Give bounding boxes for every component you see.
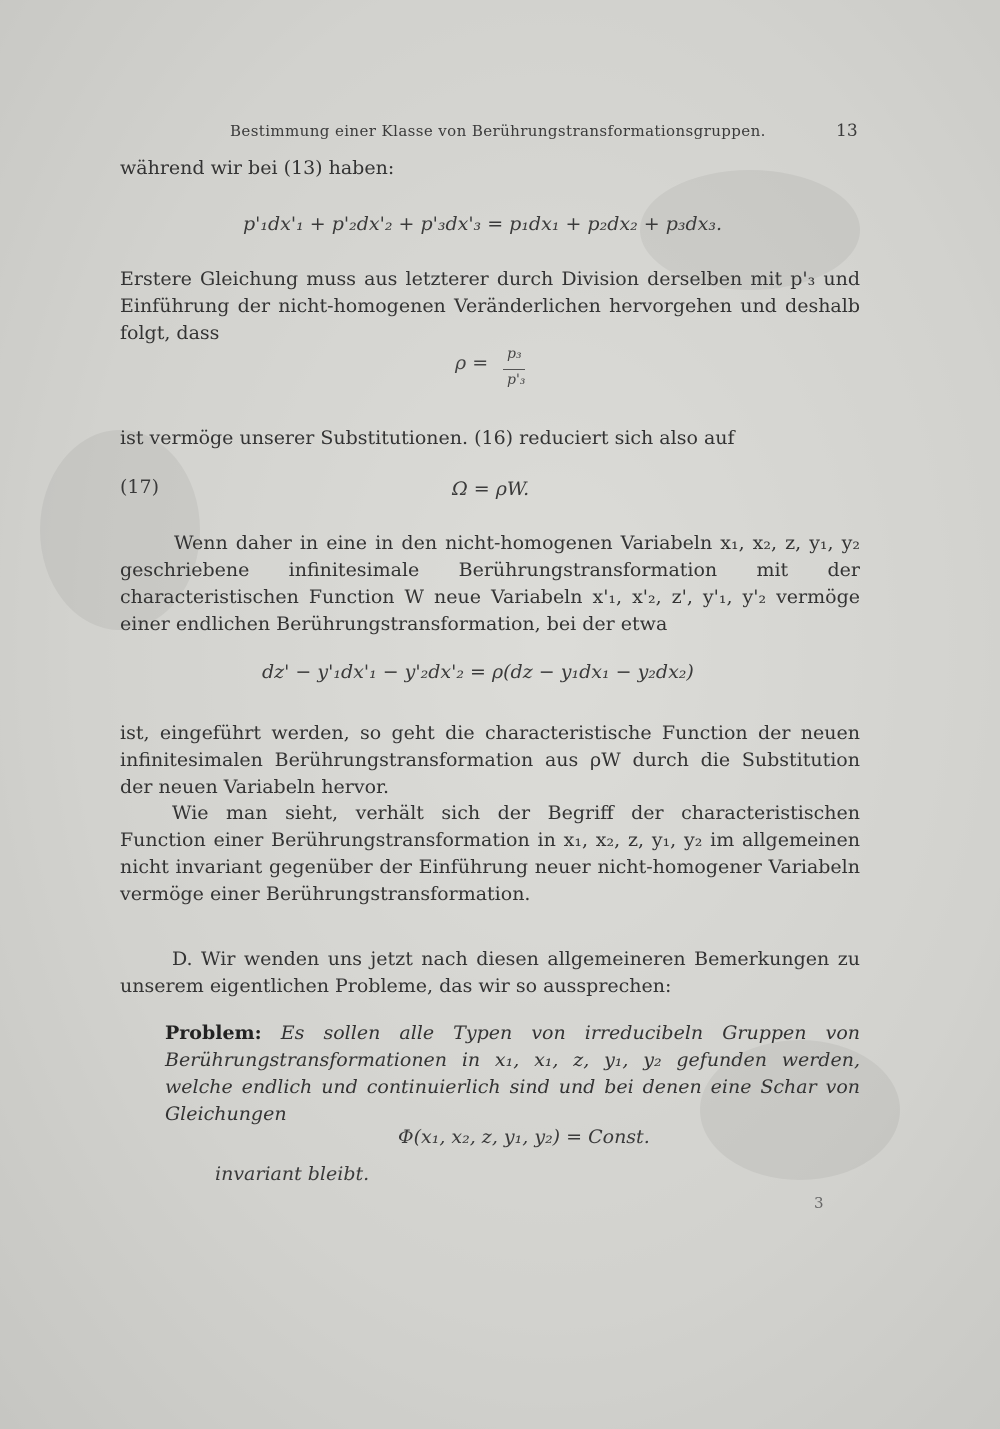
fraction-numerator: p₃	[507, 346, 522, 362]
signature-mark: 3	[814, 1194, 824, 1212]
problem-label: Problem:	[165, 1022, 262, 1044]
equation-17-label: (17)	[120, 476, 160, 498]
equation-2: dz' − y'₁dx'₁ − y'₂dx'₂ = ρ(dz − y₁dx₁ − y₂dx₂)	[262, 661, 694, 683]
intro-line: während wir bei (13) haben:	[120, 157, 395, 179]
paragraph-wie: Wie man sieht, verhält sich der Begriff der characteristischen Function einer Berührungstransformation in x₁, x₂, z, y₁, y₂ im allgemeinen nicht invariant gegenüber der Einführung neuer nicht-homogener Variabeln vermöge einer Berührungstransformation.	[120, 802, 860, 905]
paragraph-erstere: Erstere Gleichung muss aus letzterer durch Division derselben mit p'₃ und Einführung der nicht-homogenen Veränderlichen hervorgehen und deshalb folgt, dass	[120, 268, 860, 344]
rho-fraction	[455, 346, 526, 388]
problem-text: Es sollen alle Typen von irreducibeln Gruppen von Berührungstransformationen in x₁, x₁, z, y₁, y₂ gefunden werden, welche endlich und continuierlich sind und bei denen eine Schar von Gleichungen	[165, 1022, 860, 1125]
page-number: 13	[836, 121, 858, 141]
rho-label: ρ =	[455, 352, 489, 374]
problem-statement	[165, 1020, 860, 1128]
equation-17: Ω = ρW.	[452, 478, 530, 500]
equation-1: p'₁dx'₁ + p'₂dx'₂ + p'₃dx'₃ = p₁dx₁ + p₂dx₂ + p₃dx₃.	[243, 213, 723, 235]
paragraph-d: D. Wir wenden uns jetzt nach diesen allgemeineren Bemerkungen zu unserem eigentlichen Probleme, das wir so aussprechen:	[120, 948, 860, 997]
fraction-denominator: p'₃	[507, 372, 526, 388]
paragraph-ist: ist, eingeführt werden, so geht die characteristische Function der neuen infinitesimalen Berührungstransformation aus ρW durch die Substitution der neuen Variabeln hervor.	[120, 722, 860, 798]
fraction-bar	[503, 369, 525, 370]
running-head: Bestimmung einer Klasse von Berührungstransformationsgruppen.	[230, 122, 766, 140]
equation-3: Φ(x₁, x₂, z, y₁, y₂) = Const.	[398, 1126, 650, 1148]
paragraph-substitution: ist vermöge unserer Substitutionen. (16) reduciert sich also auf	[120, 427, 735, 449]
paragraph-wenn: Wenn daher in eine in den nicht-homogenen Variabeln x₁, x₂, z, y₁, y₂ geschriebene infinitesimale Berührungstransformation mit der characteristischen Function W neue Variabeln x'₁, x'₂, z', y'₁, y'₂ vermöge einer endlichen Berührungstransformation, bei der etwa	[120, 532, 860, 635]
closing-line: invariant bleibt.	[215, 1163, 370, 1185]
